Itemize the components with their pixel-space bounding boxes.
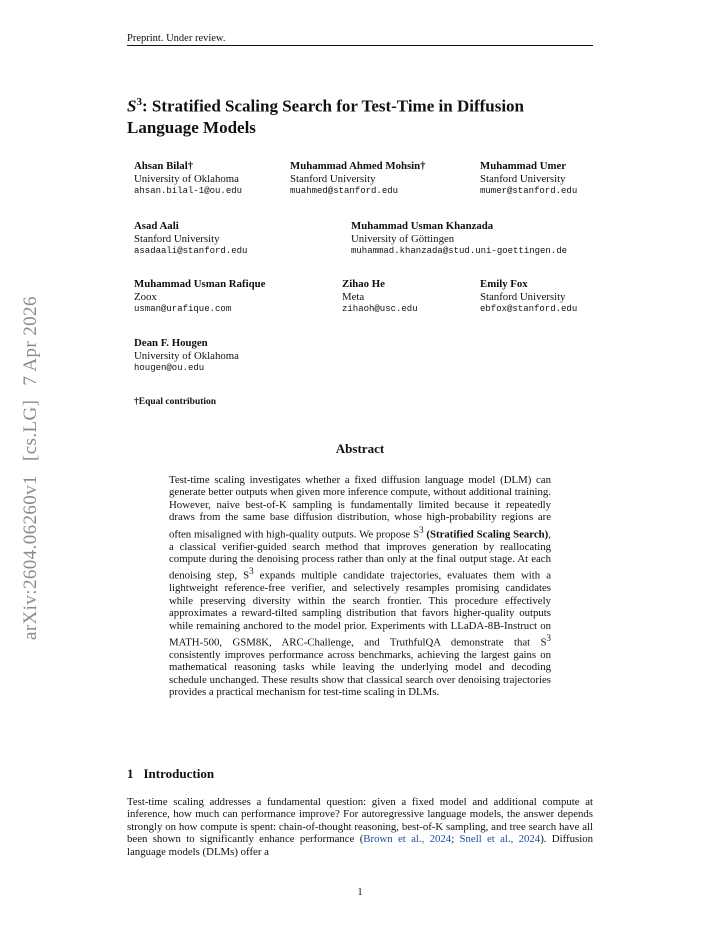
header-rule [127, 45, 593, 46]
author-block [480, 160, 577, 198]
abstract-text-part: , a classical verifier-guided search method that improves generation by reallocating compute during the denoising process rather than only at the final output stage. At each denoising step, S [169, 528, 551, 583]
author-block [134, 220, 247, 258]
author-name: Zihao He [342, 278, 385, 290]
arxiv-category: [cs.LG] [20, 399, 41, 461]
author-email: zihaoh@usc.edu [342, 304, 418, 314]
citation-link[interactable]: Brown et al., 2024 [363, 833, 452, 846]
introduction-text [127, 796, 593, 858]
abstract-text-part: expands multiple candidate trajectories, evaluates them with a lightweight reference-free verifier, and selectively resamples promising candidates while preserving diversity within the search frontier. This procedure effectively approximates a reward-tilted sampling distribution that favors higher-quality outputs while remaining anchored to the model prior. Experiments with LLaDA-8B-Instruct on MATH-500, GSM8K, ARC-Challenge, and TruthfulQA demonstrate that S [169, 570, 551, 649]
author-name: Muhammad Usman Rafique [134, 278, 266, 290]
citation-separator: ; [451, 833, 460, 846]
title-superscript: 3 [136, 96, 142, 108]
paper-title [127, 92, 597, 138]
citation-link[interactable]: Snell et al., 2024 [459, 833, 541, 846]
intro-text-part: ). Diffusion language models (DLMs) offer a [127, 833, 593, 858]
author-affiliation: University of Oklahoma [134, 172, 239, 185]
title-text: : Stratified Scaling Search for Test-Time in Diffusion Language Models [127, 96, 525, 137]
author-block [480, 278, 577, 316]
abstract-superscript: 3 [419, 524, 424, 535]
abstract-method-name: (Stratified Scaling Search) [423, 528, 549, 541]
author-affiliation: Stanford University [134, 232, 220, 245]
abstract-superscript: 3 [249, 566, 254, 577]
author-name: Emily Fox [480, 278, 528, 290]
author-email: hougen@ou.edu [134, 363, 205, 373]
author-email: ahsan.bilal-1@ou.edu [134, 186, 243, 196]
author-name: Muhammad Umer [480, 160, 567, 172]
author-affiliation: Zoox [134, 290, 157, 303]
author-name: Muhammad Ahmed Mohsin† [290, 160, 426, 172]
abstract-text [169, 474, 551, 699]
arxiv-id: arXiv:2604.06260v1 [20, 475, 41, 640]
author-block [351, 220, 567, 258]
author-email: asadaali@stanford.edu [134, 246, 248, 256]
author-email: usman@urafique.com [134, 304, 232, 314]
author-affiliation: Stanford University [480, 290, 566, 303]
author-affiliation: University of Oklahoma [134, 349, 239, 362]
author-block [134, 337, 239, 375]
author-email: muahmed@stanford.edu [290, 186, 399, 196]
author-affiliation: Stanford University [480, 172, 566, 185]
abstract-superscript: 3 [546, 633, 551, 644]
arxiv-sidebar-stamp [20, 282, 42, 640]
abstract-text-part: Test-time scaling investigates whether a fixed diffusion language model (DLM) can generate better outputs when given more inference compute, without additional training. However, naive best-of-K sampling is fundamentally limited because it repeatedly draws from the same base diffusion distribution, whose high-probability regions are often misaligned with high-quality outputs. We propose S [169, 474, 551, 541]
arxiv-date: 7 Apr 2026 [20, 296, 41, 386]
author-name: Dean F. Hougen [134, 337, 208, 349]
author-block [290, 160, 426, 198]
section-title: Introduction [143, 766, 215, 781]
intro-text-part: Test-time scaling addresses a fundamental question: given a fixed model and additional compute at inference, how much can performance improve? For autoregressive language models, the answer depends strongly on how compute is spent: chain-of-thought reasoning, best-of-K sampling, and tree search have all been shown to significantly enhance performance ( [127, 796, 593, 846]
abstract-heading: Abstract [335, 441, 385, 456]
section-heading-introduction [127, 766, 214, 782]
author-name: Ahsan Bilal† [134, 160, 194, 172]
equal-contribution-note: †Equal contribution [134, 397, 217, 407]
author-email: mumer@stanford.edu [480, 186, 578, 196]
author-email: ebfox@stanford.edu [480, 304, 578, 314]
running-head: Preprint. Under review. [127, 33, 226, 44]
author-block [134, 278, 265, 316]
author-block [342, 278, 418, 316]
author-name: Muhammad Usman Khanzada [351, 220, 494, 232]
author-affiliation: Meta [342, 290, 365, 303]
page-number: 1 [357, 887, 363, 898]
author-email: muhammad.khanzada@stud.uni-goettingen.de [351, 246, 568, 256]
abstract-text-part: consistently improves performance across benchmarks, achieving the largest gains on mathematical reasoning tasks while leaving the underlying model and decoding schedule unchanged. These results show that classical search over denoising trajectories provides a practical mechanism for test-time scaling in DLMs. [169, 649, 551, 699]
author-name: Asad Aali [134, 220, 179, 232]
author-affiliation: University of Göttingen [351, 232, 455, 245]
author-affiliation: Stanford University [290, 172, 376, 185]
section-number: 1 [127, 766, 134, 781]
author-block [134, 160, 242, 198]
title-symbol: S [127, 96, 137, 116]
